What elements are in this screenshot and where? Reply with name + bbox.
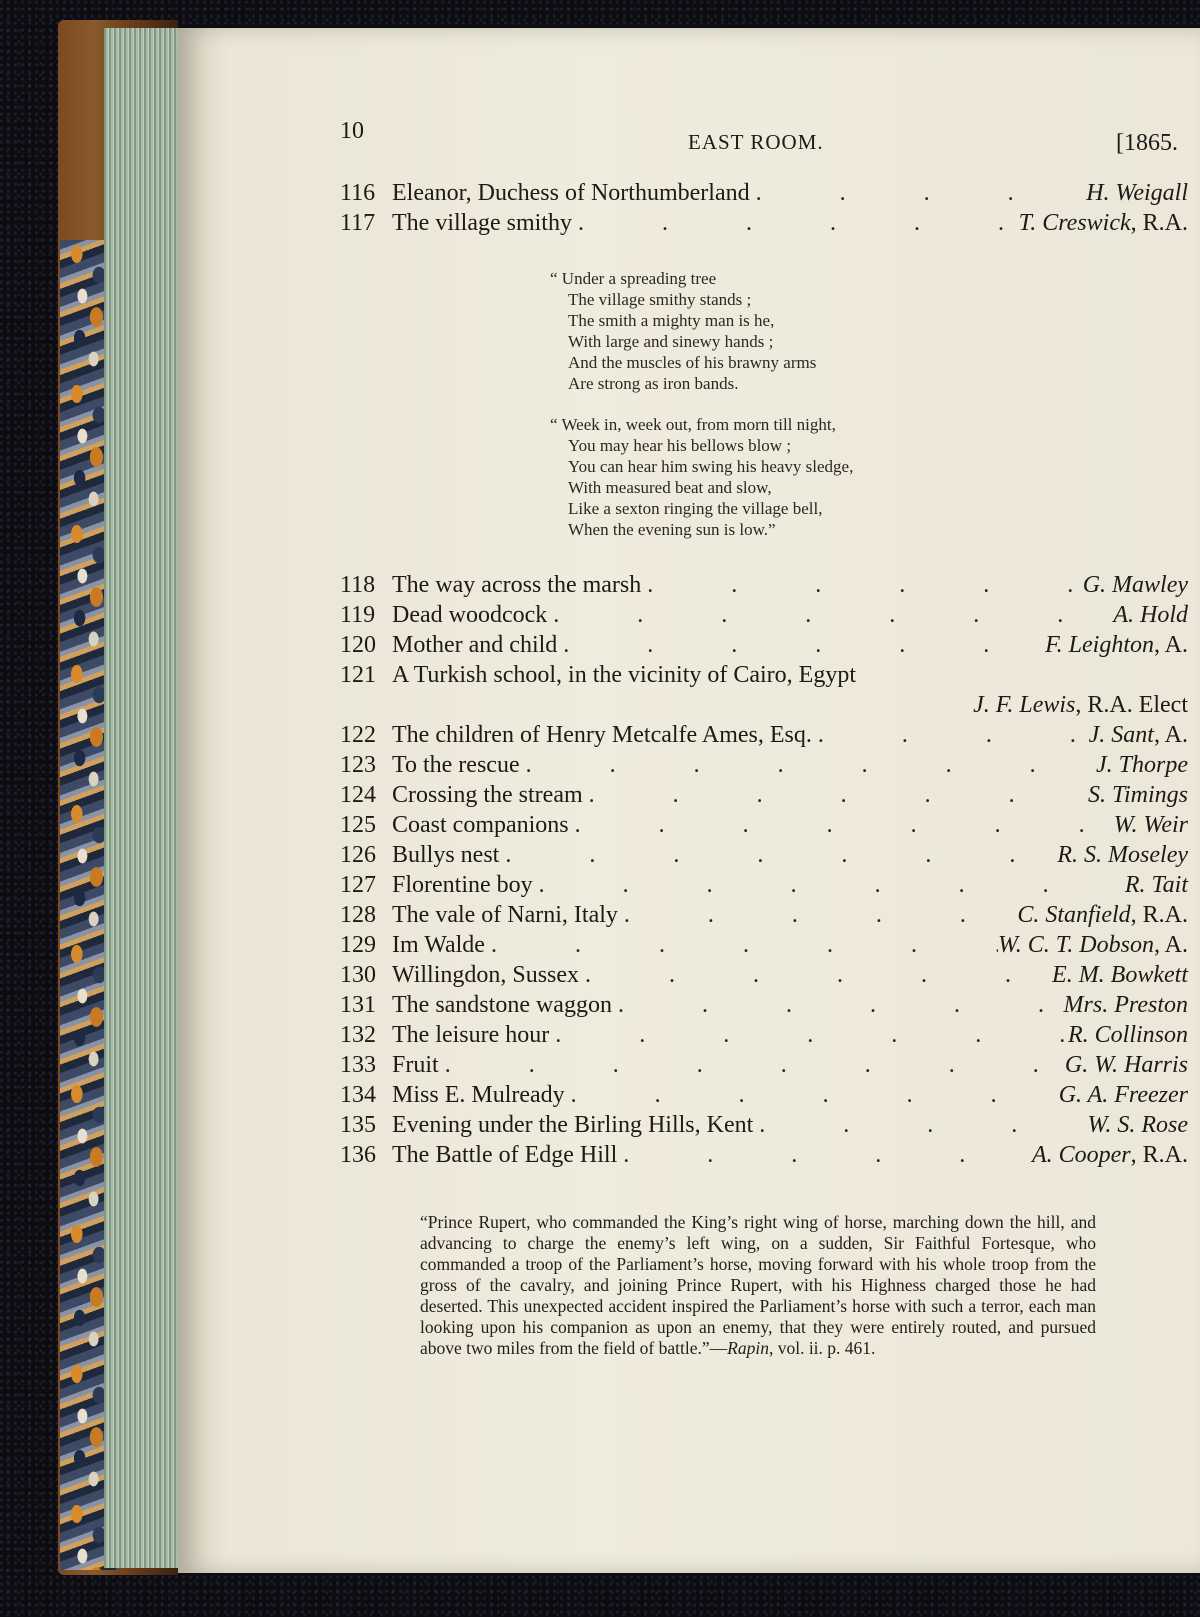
artist-name: R. S. Moseley bbox=[1057, 842, 1188, 868]
entry-number: 116 bbox=[340, 180, 376, 206]
entry-artist bbox=[1017, 900, 1188, 930]
entry-title: The children of Henry Metcalfe Ames, Esq. bbox=[392, 722, 812, 748]
artist-suffix: , R.A. bbox=[1130, 1142, 1188, 1168]
catalogue-entry bbox=[340, 720, 1188, 750]
poem-line: “ Week in, week out, from morn till night, bbox=[550, 415, 836, 434]
entry-title: The leisure hour bbox=[392, 1022, 550, 1048]
entry-title: The way across the marsh bbox=[392, 572, 642, 598]
dot-leader bbox=[533, 870, 1125, 900]
entry-artist bbox=[1065, 1050, 1188, 1080]
artist-name: W. Weir bbox=[1113, 812, 1188, 838]
dot-leader bbox=[499, 840, 1057, 870]
entry-121-artist-line bbox=[340, 690, 1188, 720]
poem-stanza-1 bbox=[550, 268, 817, 394]
entry-number: 129 bbox=[340, 932, 376, 958]
poem-stanza-2 bbox=[550, 414, 854, 540]
entry-title: Eleanor, Duchess of Northumberland bbox=[392, 180, 750, 206]
dot-leader bbox=[753, 1110, 1087, 1140]
entry-title: Bullys nest bbox=[392, 842, 500, 868]
catalogue-entry bbox=[340, 780, 1188, 810]
entry-title: Miss E. Mulready bbox=[392, 1082, 565, 1108]
artist-name: T. Creswick bbox=[1018, 210, 1131, 236]
artist-name: S. Timings bbox=[1087, 782, 1188, 808]
artist-name: W. C. T. Dobson bbox=[997, 932, 1154, 958]
entry-artist bbox=[1086, 178, 1188, 208]
entry-artist bbox=[1125, 870, 1188, 900]
artist-name: W. S. Rose bbox=[1087, 1112, 1188, 1138]
poem-line: When the evening sun is low.” bbox=[568, 520, 776, 539]
catalogue-entry bbox=[340, 930, 1188, 960]
entry-artist bbox=[1059, 1080, 1188, 1110]
artist-name: G. A. Freezer bbox=[1058, 1082, 1188, 1108]
artist-name: F. Leighton bbox=[1045, 632, 1154, 658]
artist-name: E. M. Bowkett bbox=[1052, 962, 1188, 988]
entry-number: 118 bbox=[340, 572, 376, 598]
entry-artist bbox=[1089, 720, 1188, 750]
entry-number: 128 bbox=[340, 902, 376, 928]
footnote-text: “Prince Rupert, who commanded the King’s right wing of horse, marching down the hill, and advancing to charge the enemy’s left wing, on a sudden, Sir Faithful Fortesque, who commanded a troop of the Parliament’s horse, moving forward with his whole troop from the gross of the cavalry, and joining Prince Rupert, with his Highness charged those he had deserted. This unexpected accident inspired the Parliament’s horse with such a terror, each man looking upon his companion as upon an enemy, that they were entirely routed, and pursued above two miles from the field of battle.”— bbox=[420, 1212, 1096, 1358]
catalogue-entries-116-117 bbox=[340, 178, 1188, 238]
artist-name: A. Cooper bbox=[1031, 1142, 1131, 1168]
artist-name: A. Hold bbox=[1113, 602, 1188, 628]
entry-number: 132 bbox=[340, 1022, 376, 1048]
entry-number: 120 bbox=[340, 632, 376, 658]
catalogue-entry bbox=[340, 660, 1188, 690]
artist-name: G. W. Harris bbox=[1064, 1052, 1188, 1078]
footnote-source: Rapin bbox=[727, 1338, 769, 1358]
entry-number: 125 bbox=[340, 812, 376, 838]
dot-leader bbox=[612, 990, 1064, 1020]
artist-name: G. Mawley bbox=[1082, 572, 1188, 598]
entry-number: 130 bbox=[340, 962, 376, 988]
entry-number: 122 bbox=[340, 722, 376, 748]
catalogue-entry bbox=[340, 1080, 1188, 1110]
catalogue-entry bbox=[340, 750, 1188, 780]
artist-name: Mrs. Preston bbox=[1063, 992, 1188, 1018]
artist-name: R. Tait bbox=[1124, 872, 1188, 898]
entry-title: Coast companions bbox=[392, 812, 569, 838]
entry-title: Evening under the Birling Hills, Kent bbox=[392, 1112, 754, 1138]
entry-number: 121 bbox=[340, 662, 376, 688]
catalogue-entry bbox=[340, 178, 1188, 208]
poem-line: With large and sinewy hands ; bbox=[568, 332, 774, 351]
catalogue-entry bbox=[340, 900, 1188, 930]
catalogue-entries-122-136 bbox=[340, 720, 1188, 1170]
entry-title: Mother and child bbox=[392, 632, 558, 658]
poem-line: Are strong as iron bands. bbox=[568, 374, 739, 393]
entry-title: The sandstone waggon bbox=[392, 992, 612, 1018]
entry-number: 119 bbox=[340, 602, 376, 628]
poem-line: Like a sexton ringing the village bell, bbox=[568, 499, 823, 518]
dot-leader bbox=[485, 930, 998, 960]
entry-number: 135 bbox=[340, 1112, 376, 1138]
catalogue-entry bbox=[340, 570, 1188, 600]
entry-title: A Turkish school, in the vicinity of Cairo, Egypt bbox=[392, 662, 857, 688]
artist-name: J. Sant bbox=[1088, 722, 1154, 748]
entry-number: 124 bbox=[340, 782, 376, 808]
footnote-citation: , vol. ii. p. 461. bbox=[768, 1338, 876, 1358]
dot-leader bbox=[565, 1080, 1059, 1110]
dot-leader bbox=[812, 720, 1089, 750]
entry-artist bbox=[1045, 630, 1188, 660]
catalogue-entries-118-121 bbox=[340, 570, 1188, 690]
entry-number: 126 bbox=[340, 842, 376, 868]
entry-title: The Battle of Edge Hill bbox=[392, 1142, 618, 1168]
artist-suffix: , A. bbox=[1153, 632, 1188, 658]
catalogue-entry bbox=[340, 960, 1188, 990]
entry-number: 134 bbox=[340, 1082, 376, 1108]
artist-suffix: , A. bbox=[1153, 722, 1188, 748]
entry-artist bbox=[1032, 1140, 1188, 1170]
catalogue-entry bbox=[340, 1020, 1188, 1050]
entry-artist bbox=[1052, 960, 1188, 990]
catalogue-entry bbox=[340, 1050, 1188, 1080]
dot-leader bbox=[583, 780, 1088, 810]
entry-artist bbox=[998, 930, 1188, 960]
entry-artist bbox=[1019, 208, 1188, 238]
page-number: 10 bbox=[340, 118, 364, 144]
dot-leader bbox=[750, 178, 1087, 208]
entry-number: 127 bbox=[340, 872, 376, 898]
entry-number: 133 bbox=[340, 1052, 376, 1078]
catalogue-entry bbox=[340, 990, 1188, 1020]
entry-title: Florentine boy bbox=[392, 872, 533, 898]
entry-artist bbox=[1068, 1020, 1188, 1050]
poem-line: You may hear his bellows blow ; bbox=[568, 436, 792, 455]
catalogue-entry bbox=[340, 630, 1188, 660]
poem-line: You can hear him swing his heavy sledge, bbox=[568, 457, 854, 476]
entry-artist bbox=[1057, 840, 1188, 870]
entry-number: 123 bbox=[340, 752, 376, 778]
artist-name: C. Stanfield bbox=[1017, 902, 1131, 928]
artist-suffix: , R.A. bbox=[1130, 210, 1188, 236]
dot-leader bbox=[572, 208, 1019, 238]
dot-leader bbox=[549, 1020, 1068, 1050]
artist-suffix: , A. bbox=[1153, 932, 1188, 958]
poem-line: And the muscles of his brawny arms bbox=[568, 353, 817, 372]
entry-title: Fruit bbox=[392, 1052, 439, 1078]
entry-artist bbox=[1083, 570, 1188, 600]
poem-line: With measured beat and slow, bbox=[568, 478, 772, 497]
entry-number: 131 bbox=[340, 992, 376, 1018]
dot-leader bbox=[617, 1140, 1032, 1170]
catalogue-entry bbox=[340, 870, 1188, 900]
poem-line: The village smithy stands ; bbox=[568, 290, 752, 309]
catalogue-entry bbox=[340, 208, 1188, 238]
entry-title: Dead woodcock bbox=[392, 602, 548, 628]
catalogue-entry bbox=[340, 1110, 1188, 1140]
entry-title: Crossing the stream bbox=[392, 782, 583, 808]
running-head: EAST ROOM. bbox=[688, 130, 824, 154]
catalogue-entry bbox=[340, 1140, 1188, 1170]
dot-leader bbox=[579, 960, 1052, 990]
catalogue-entry bbox=[340, 840, 1188, 870]
artist-name: H. Weigall bbox=[1086, 180, 1188, 206]
dot-leader bbox=[641, 570, 1082, 600]
catalogue-entry bbox=[340, 810, 1188, 840]
entry-artist bbox=[1088, 1110, 1188, 1140]
entry-artist bbox=[1096, 750, 1188, 780]
footnote-quote bbox=[420, 1212, 1096, 1359]
dot-leader bbox=[439, 1050, 1065, 1080]
entry-121-artist-suffix: , R.A. Elect bbox=[1075, 692, 1188, 718]
artist-name: J. Thorpe bbox=[1096, 752, 1188, 778]
entry-artist bbox=[1064, 990, 1188, 1020]
dot-leader bbox=[569, 810, 1114, 840]
entry-artist bbox=[1113, 600, 1188, 630]
catalogue-entry bbox=[340, 600, 1188, 630]
entry-artist bbox=[1114, 810, 1188, 840]
artist-name: R. Collinson bbox=[1067, 1022, 1188, 1048]
artist-suffix: , R.A. bbox=[1130, 902, 1188, 928]
poem-line: The smith a mighty man is he, bbox=[568, 311, 775, 330]
year-marker: [1865. bbox=[1116, 130, 1178, 156]
entry-number: 117 bbox=[340, 210, 376, 236]
dot-leader bbox=[557, 630, 1045, 660]
entry-artist bbox=[1088, 780, 1188, 810]
poem-line: “ Under a spreading tree bbox=[550, 269, 717, 288]
dot-leader bbox=[520, 750, 1096, 780]
entry-title: Willingdon, Sussex bbox=[392, 962, 580, 988]
entry-title: The village smithy bbox=[392, 210, 572, 236]
dot-leader bbox=[618, 900, 1017, 930]
entry-121-artist: J. F. Lewis bbox=[973, 692, 1076, 718]
entry-number: 136 bbox=[340, 1142, 376, 1168]
entry-title: To the rescue bbox=[392, 752, 520, 778]
entry-title: The vale of Narni, Italy bbox=[392, 902, 618, 928]
entry-title: Im Walde bbox=[392, 932, 485, 958]
dot-leader bbox=[547, 600, 1113, 630]
